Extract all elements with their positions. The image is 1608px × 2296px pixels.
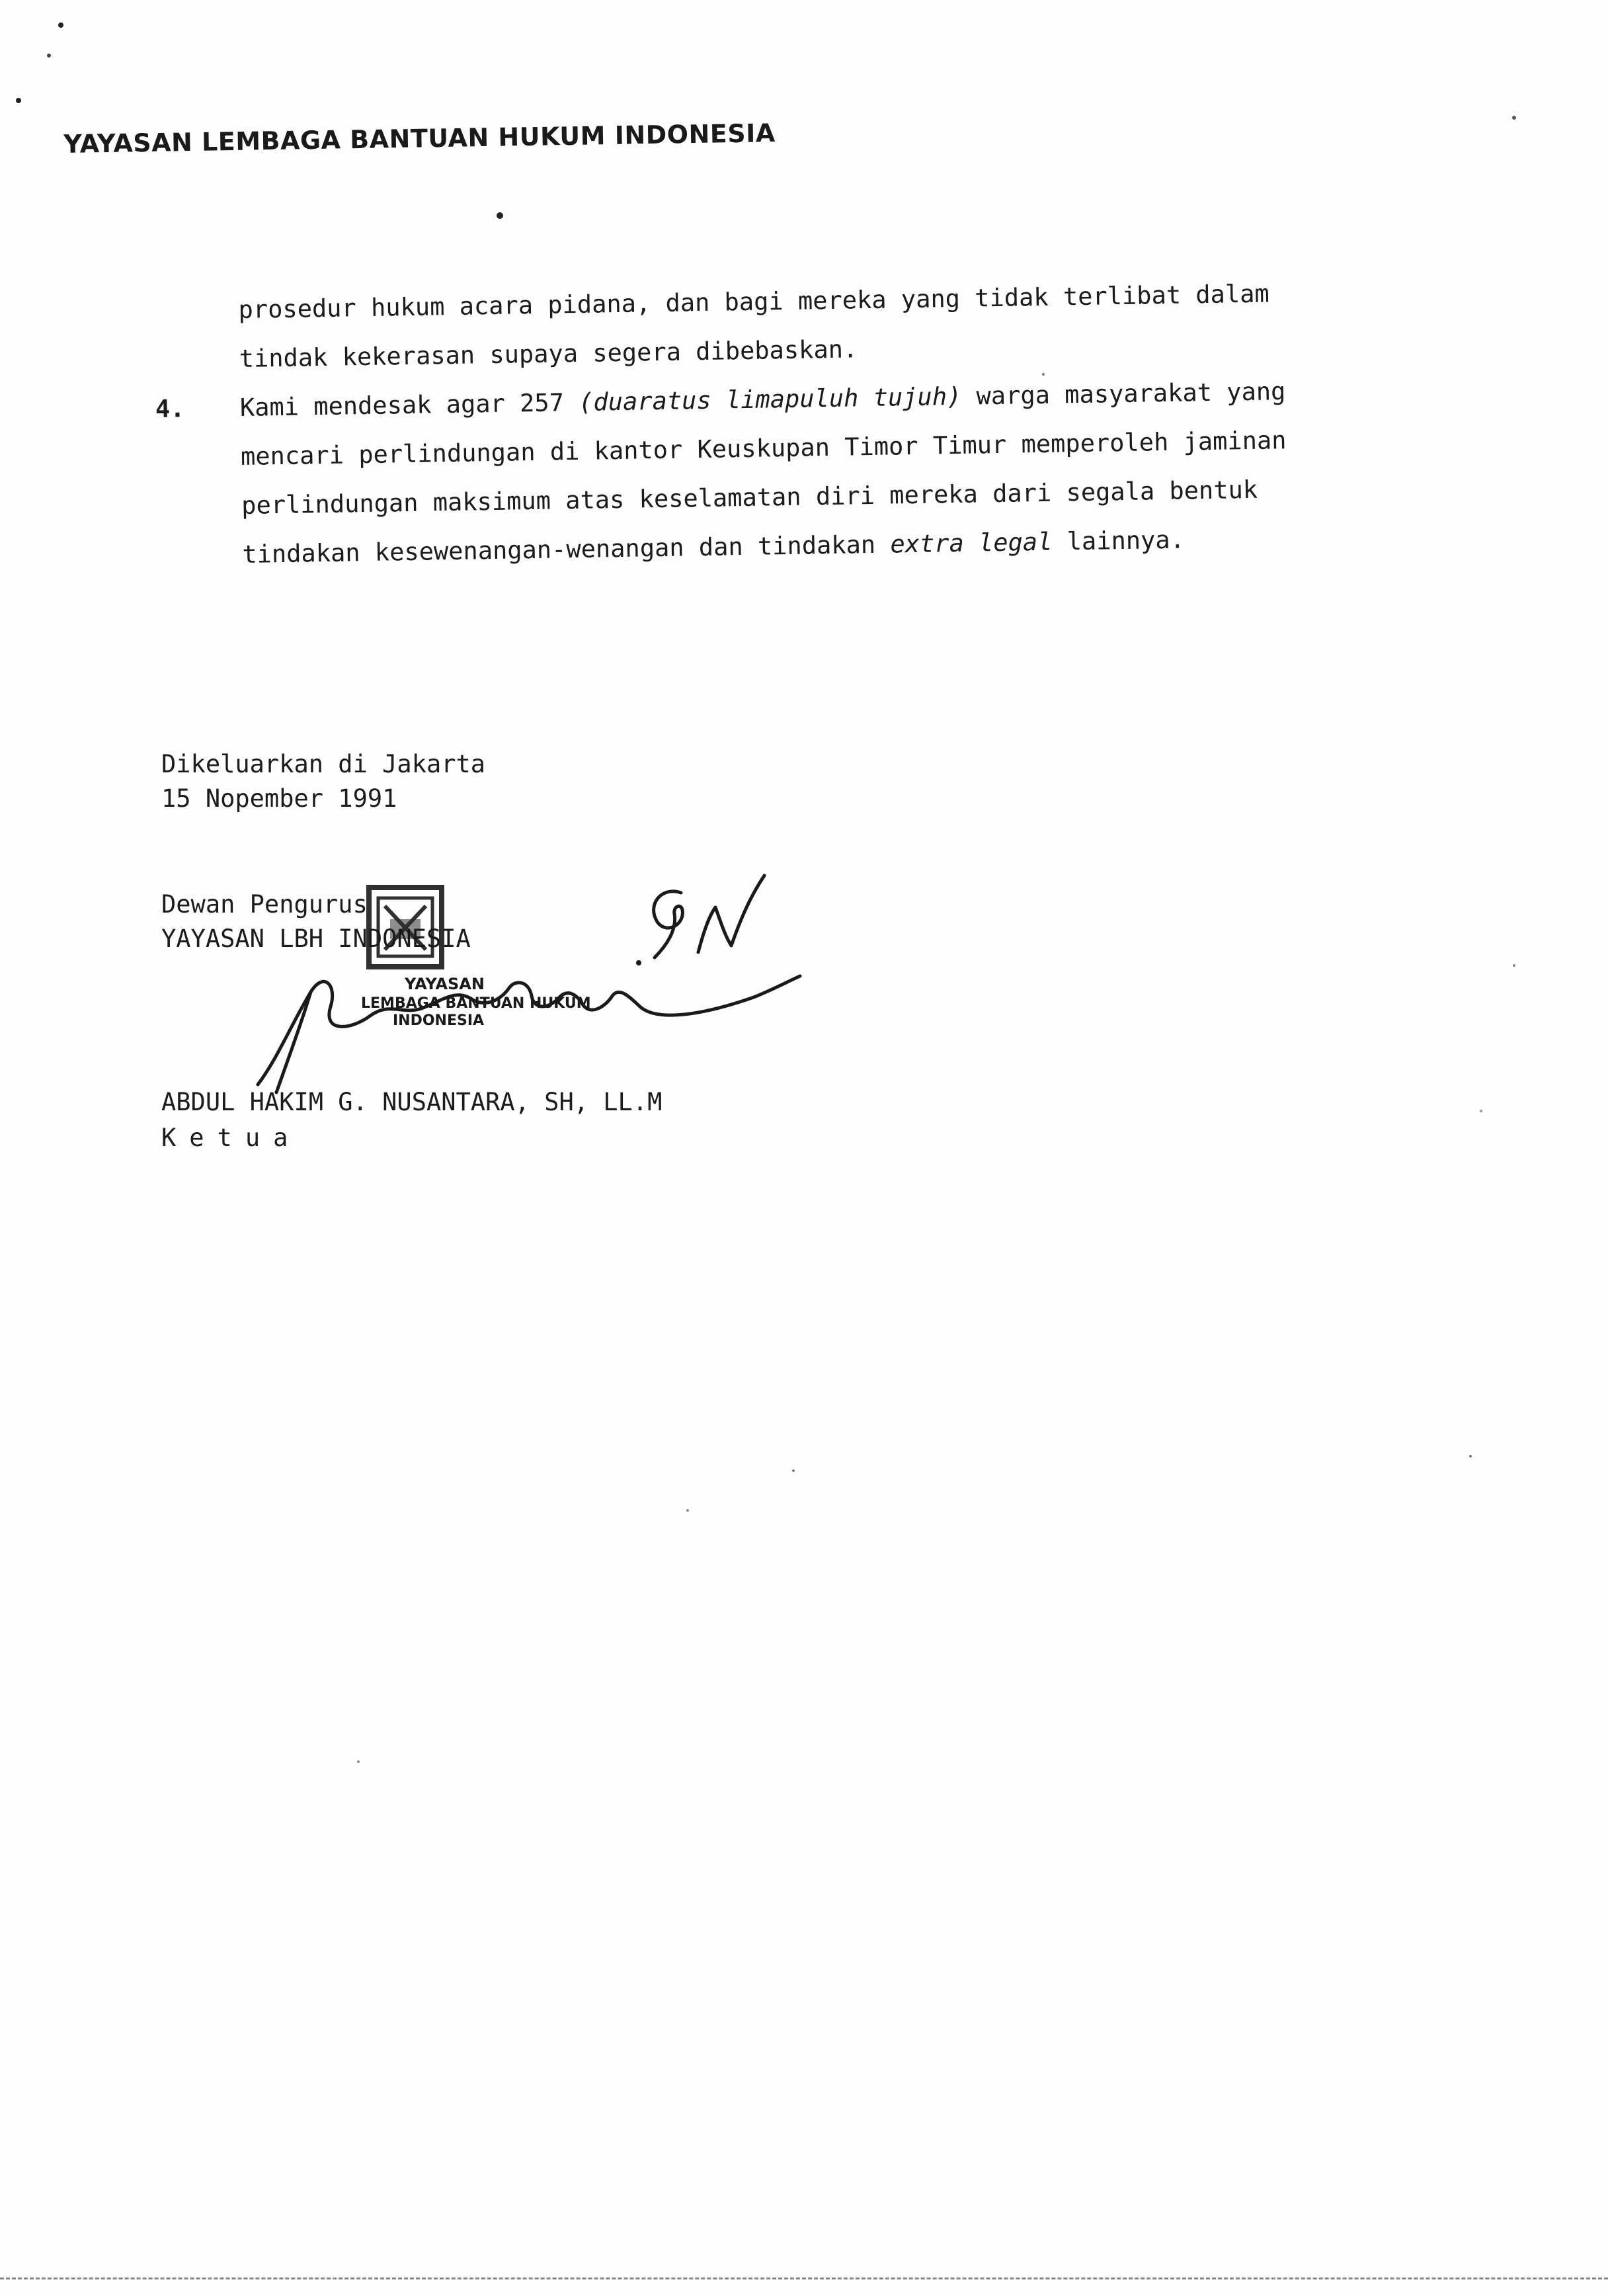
statement-body — [155, 266, 1446, 579]
issued-place: Dikeluarkan di Jakarta — [161, 750, 486, 778]
item-4-line-3: perlindungan maksimum atas keselamatan diri mereka dari segala bentuk — [241, 475, 1258, 520]
board-line-2: YAYASAN LBH INDONESIA — [161, 924, 471, 953]
stamp-text-line-3: INDONESIA — [393, 1012, 485, 1029]
body-line: prosedur hukum acara pidana, dan bagi mereka yang tidak terlibat dalam — [238, 279, 1270, 324]
signature-stroke — [258, 976, 800, 1085]
issued-block — [161, 747, 485, 816]
issued-date: 15 Nopember 1991 — [161, 784, 397, 813]
signatory-title: Ketua — [161, 1124, 302, 1152]
italic-extra-legal: extra legal — [890, 527, 1053, 559]
signatory-block — [161, 1085, 662, 1156]
item-4-line-1: 4. Kami mendesak agar 257 (duaratus limapuluh tujuh) warga masyarakat yang — [239, 364, 1443, 432]
stamp-text-line-2: LEMBAGA BANTUAN HUKUM — [361, 995, 591, 1012]
italic-number-words: (duaratus limapuluh tujuh) — [578, 382, 962, 417]
stamp-logo-icon — [369, 887, 442, 967]
scan-edge-rule — [0, 2277, 1608, 2279]
stamp-text-line-1: YAYASAN — [405, 975, 485, 993]
signatory-name: ABDUL HAKIM G. NUSANTARA, SH, LL.M — [161, 1088, 663, 1116]
body-line: tindak kekerasan supaya segera dibebaskan. — [239, 335, 858, 373]
organization-letterhead: YAYASAN LEMBAGA BANTUAN HUKUM INDONESIA — [63, 118, 776, 159]
item-4-line-4: tindakan kesewenangan-wenangan dan tindakan extra legal lainnya. — [242, 525, 1186, 569]
handwritten-initials — [635, 866, 780, 972]
signature-stroke — [276, 992, 311, 1092]
item-4-line-2: mencari perlindungan di kantor Keuskupan Timor Timur memperoleh jaminan — [240, 426, 1287, 471]
item-number: 4. — [155, 394, 185, 423]
board-line-1: Dewan Pengurus — [161, 890, 368, 919]
